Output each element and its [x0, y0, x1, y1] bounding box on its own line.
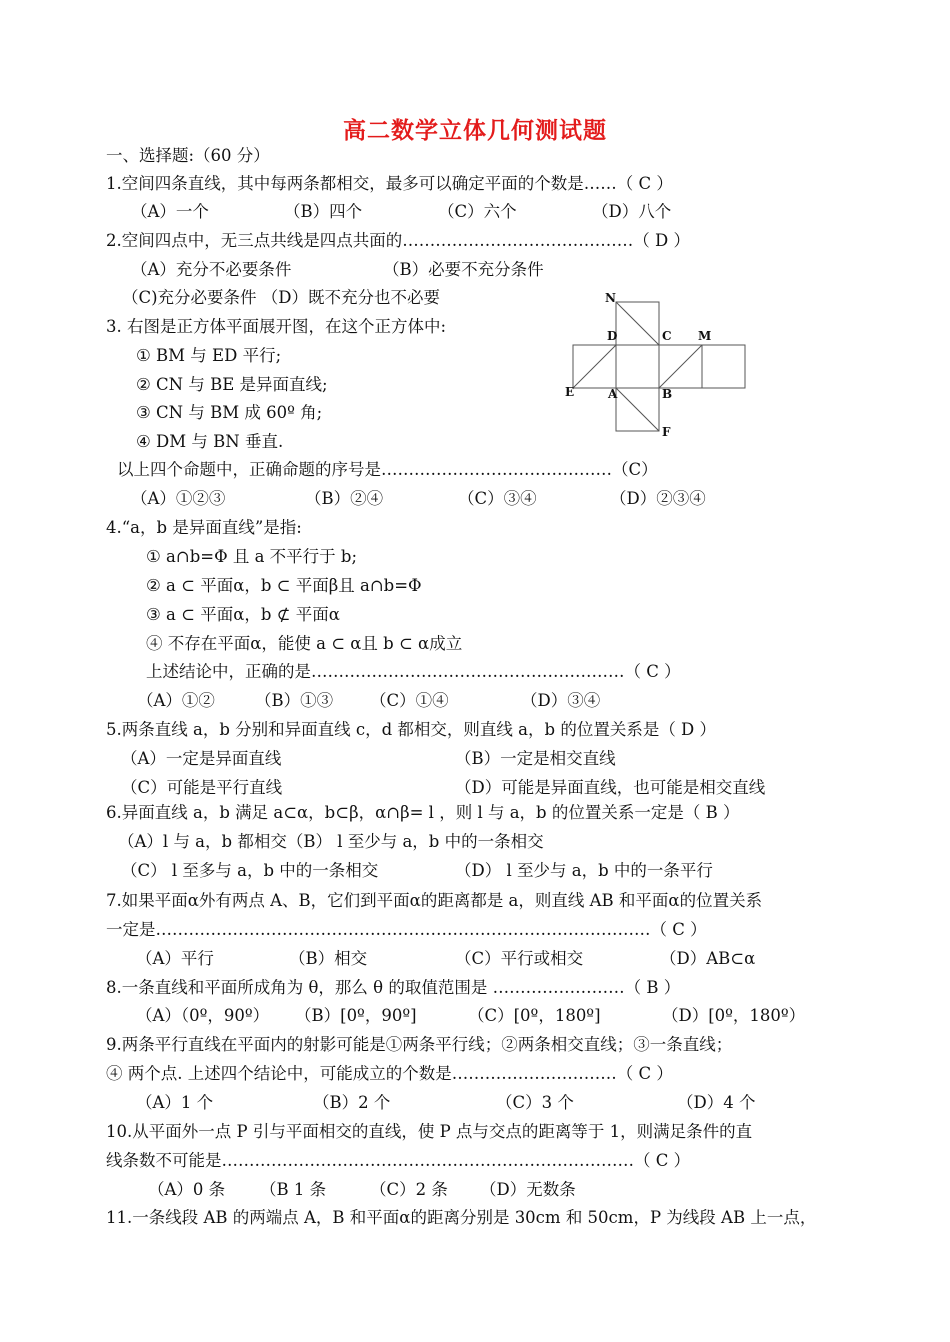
question-9-cont: ④ 两个点. 上述四个结论中，可能成立的个数是…………………………（ C ）: [106, 1064, 673, 1083]
diagonal-cn: [616, 302, 659, 345]
q10-option-d: （D）无数条: [480, 1180, 576, 1199]
question-11: 11.一条线段 AB 的两端点 A，B 和平面α的距离分别是 30cm 和 50cm，P 为线段 AB 上一点，: [106, 1208, 817, 1227]
q3-option-b: （B）②④: [305, 489, 384, 508]
q5-option-d: （D）可能是异面直线，也可能是相交直线: [455, 778, 766, 797]
q4-option-b: （B）①③: [255, 691, 334, 710]
q1-option-a: （A）一个: [131, 202, 209, 221]
q4-option-c: （C）①④: [370, 691, 449, 710]
question-7-cont: 一定是………………………………………………………………………………（ C ）: [106, 920, 707, 939]
q6-option-c: （C） l 至多与 a，b 中的一条相交: [121, 861, 379, 880]
q3-option-a: （A）①②③: [131, 489, 226, 508]
question-7: 7.如果平面α外有两点 A、B，它们到平面α的距离都是 a，则直线 AB 和平面α的位置关系: [106, 891, 763, 910]
q10-option-a: （A）0 条: [148, 1180, 226, 1199]
question-8: 8.一条直线和平面所成角为 θ，那么 θ 的取值范围是 ……………………（ B ）: [106, 978, 681, 997]
diagonal-bm: [659, 345, 702, 388]
label-d: D: [607, 329, 618, 343]
q10-option-c: （C）2 条: [370, 1180, 448, 1199]
q9-option-b: （B）2 个: [313, 1093, 391, 1112]
question-1: 1.空间四条直线，其中每两条都相交，最多可以确定平面的个数是……（ C ）: [106, 174, 673, 193]
q10-option-b: （B 1 条: [260, 1180, 327, 1199]
q4-statement-4: ④ 不存在平面α，能使 a ⊂ α且 b ⊂ α成立: [146, 634, 463, 653]
question-10: 10.从平面外一点 P 引与平面相交的直线，使 P 点与交点的距离等于 1，则满足条件的直: [106, 1122, 753, 1141]
question-4: 4.“a，b 是异面直线”是指:: [106, 518, 302, 537]
label-m: M: [698, 329, 712, 343]
question-5: 5.两条直线 a，b 分别和异面直线 c，d 都相交，则直线 a，b 的位置关系是（ D ）: [106, 720, 717, 739]
cube-net-figure: [560, 286, 760, 446]
label-c: C: [662, 329, 672, 343]
q5-option-a: （A）一定是异面直线: [121, 749, 282, 768]
square-right-2: [702, 345, 745, 388]
q3-prompt: 以上四个命题中，正确命题的序号是……………………………………（C）: [117, 460, 658, 479]
q1-option-c: （C）六个: [438, 202, 517, 221]
q4-option-a: （A）①②: [137, 691, 215, 710]
diagonal-ed: [573, 345, 616, 388]
question-9: 9.两条平行直线在平面内的射影可能是①两条平行线；②两条相交直线；③一条直线；: [106, 1035, 733, 1054]
page-title: 高二数学立体几何测试题: [343, 117, 607, 144]
diagonal-af: [616, 388, 659, 431]
q4-statement-2: ② a ⊂ 平面α，b ⊂ 平面β且 a∩b=Φ: [146, 576, 422, 595]
q1-option-b: （B）四个: [284, 202, 363, 221]
question-3: 3. 右图是正方体平面展开图，在这个正方体中:: [106, 317, 447, 336]
q4-statement-1: ① a∩b=Φ 且 a 不平行于 b;: [146, 547, 358, 566]
question-2: 2.空间四点中，无三点共线是四点共面的……………………………………（ D ）: [106, 231, 690, 250]
q6-option-d: （D） l 至少与 a，b 中的一条平行: [455, 861, 713, 880]
label-a: A: [608, 387, 618, 401]
section-heading: 一、选择题:（60 分）: [106, 146, 270, 165]
q5-option-c: （C）可能是平行直线: [121, 778, 283, 797]
q4-prompt: 上述结论中，正确的是…………………………………………………（ C ）: [146, 662, 681, 681]
q6-option-ab: （A）l 与 a，b 都相交（B） l 至少与 a，b 中的一条相交: [118, 832, 544, 851]
cube-net-lines: [573, 302, 745, 431]
q4-statement-3: ③ a ⊂ 平面α，b ⊄ 平面α: [146, 605, 340, 624]
q8-option-a: （A）（0º，90º）: [136, 1006, 270, 1025]
q2-option-a: （A）充分不必要条件: [131, 260, 292, 279]
q3-option-d: （D）②③④: [610, 489, 706, 508]
q5-option-b: （B）一定是相交直线: [455, 749, 616, 768]
question-10-cont: 线条数不可能是…………………………………………………………………（ C ）: [106, 1151, 691, 1170]
label-b: B: [662, 387, 673, 401]
q9-option-c: （C）3 个: [496, 1093, 574, 1112]
q8-option-b: （B）[0º，90º]: [295, 1006, 417, 1025]
q2-option-cd: （C)充分必要条件 （D）既不充分也不必要: [122, 288, 441, 307]
square-center: [616, 345, 659, 388]
q3-statement-2: ② CN 与 BE 是异面直线;: [136, 375, 328, 394]
q3-statement-1: ① BM 与 ED 平行;: [136, 346, 282, 365]
q8-option-d: （D）[0º，180º）: [662, 1006, 806, 1025]
q2-option-b: （B）必要不充分条件: [383, 260, 544, 279]
label-e: E: [565, 385, 575, 399]
q4-option-d: （D）③④: [521, 691, 601, 710]
q3-statement-3: ③ CN 与 BM 成 60º 角;: [136, 403, 323, 422]
cube-net-diagram: [560, 286, 760, 446]
q7-option-b: （B）相交: [289, 949, 368, 968]
label-n: N: [605, 291, 616, 305]
q7-option-d: （D）AB⊂α: [660, 949, 756, 968]
q7-option-a: （A）平行: [136, 949, 214, 968]
label-f: F: [662, 425, 671, 439]
question-6: 6.异面直线 a，b 满足 a⊂α，b⊂β，α∩β= l ，则 l 与 a，b 的位置关系一定是（ B ）: [106, 803, 740, 822]
q9-option-a: （A）1 个: [136, 1093, 214, 1112]
q3-option-c: （C）③④: [458, 489, 537, 508]
q1-option-d: （D）八个: [592, 202, 672, 221]
q3-statement-4: ④ DM 与 BN 垂直.: [136, 432, 284, 451]
q7-option-c: （C）平行或相交: [455, 949, 584, 968]
q9-option-d: （D）4 个: [677, 1093, 756, 1112]
q8-option-c: （C）[0º，180º]: [468, 1006, 601, 1025]
